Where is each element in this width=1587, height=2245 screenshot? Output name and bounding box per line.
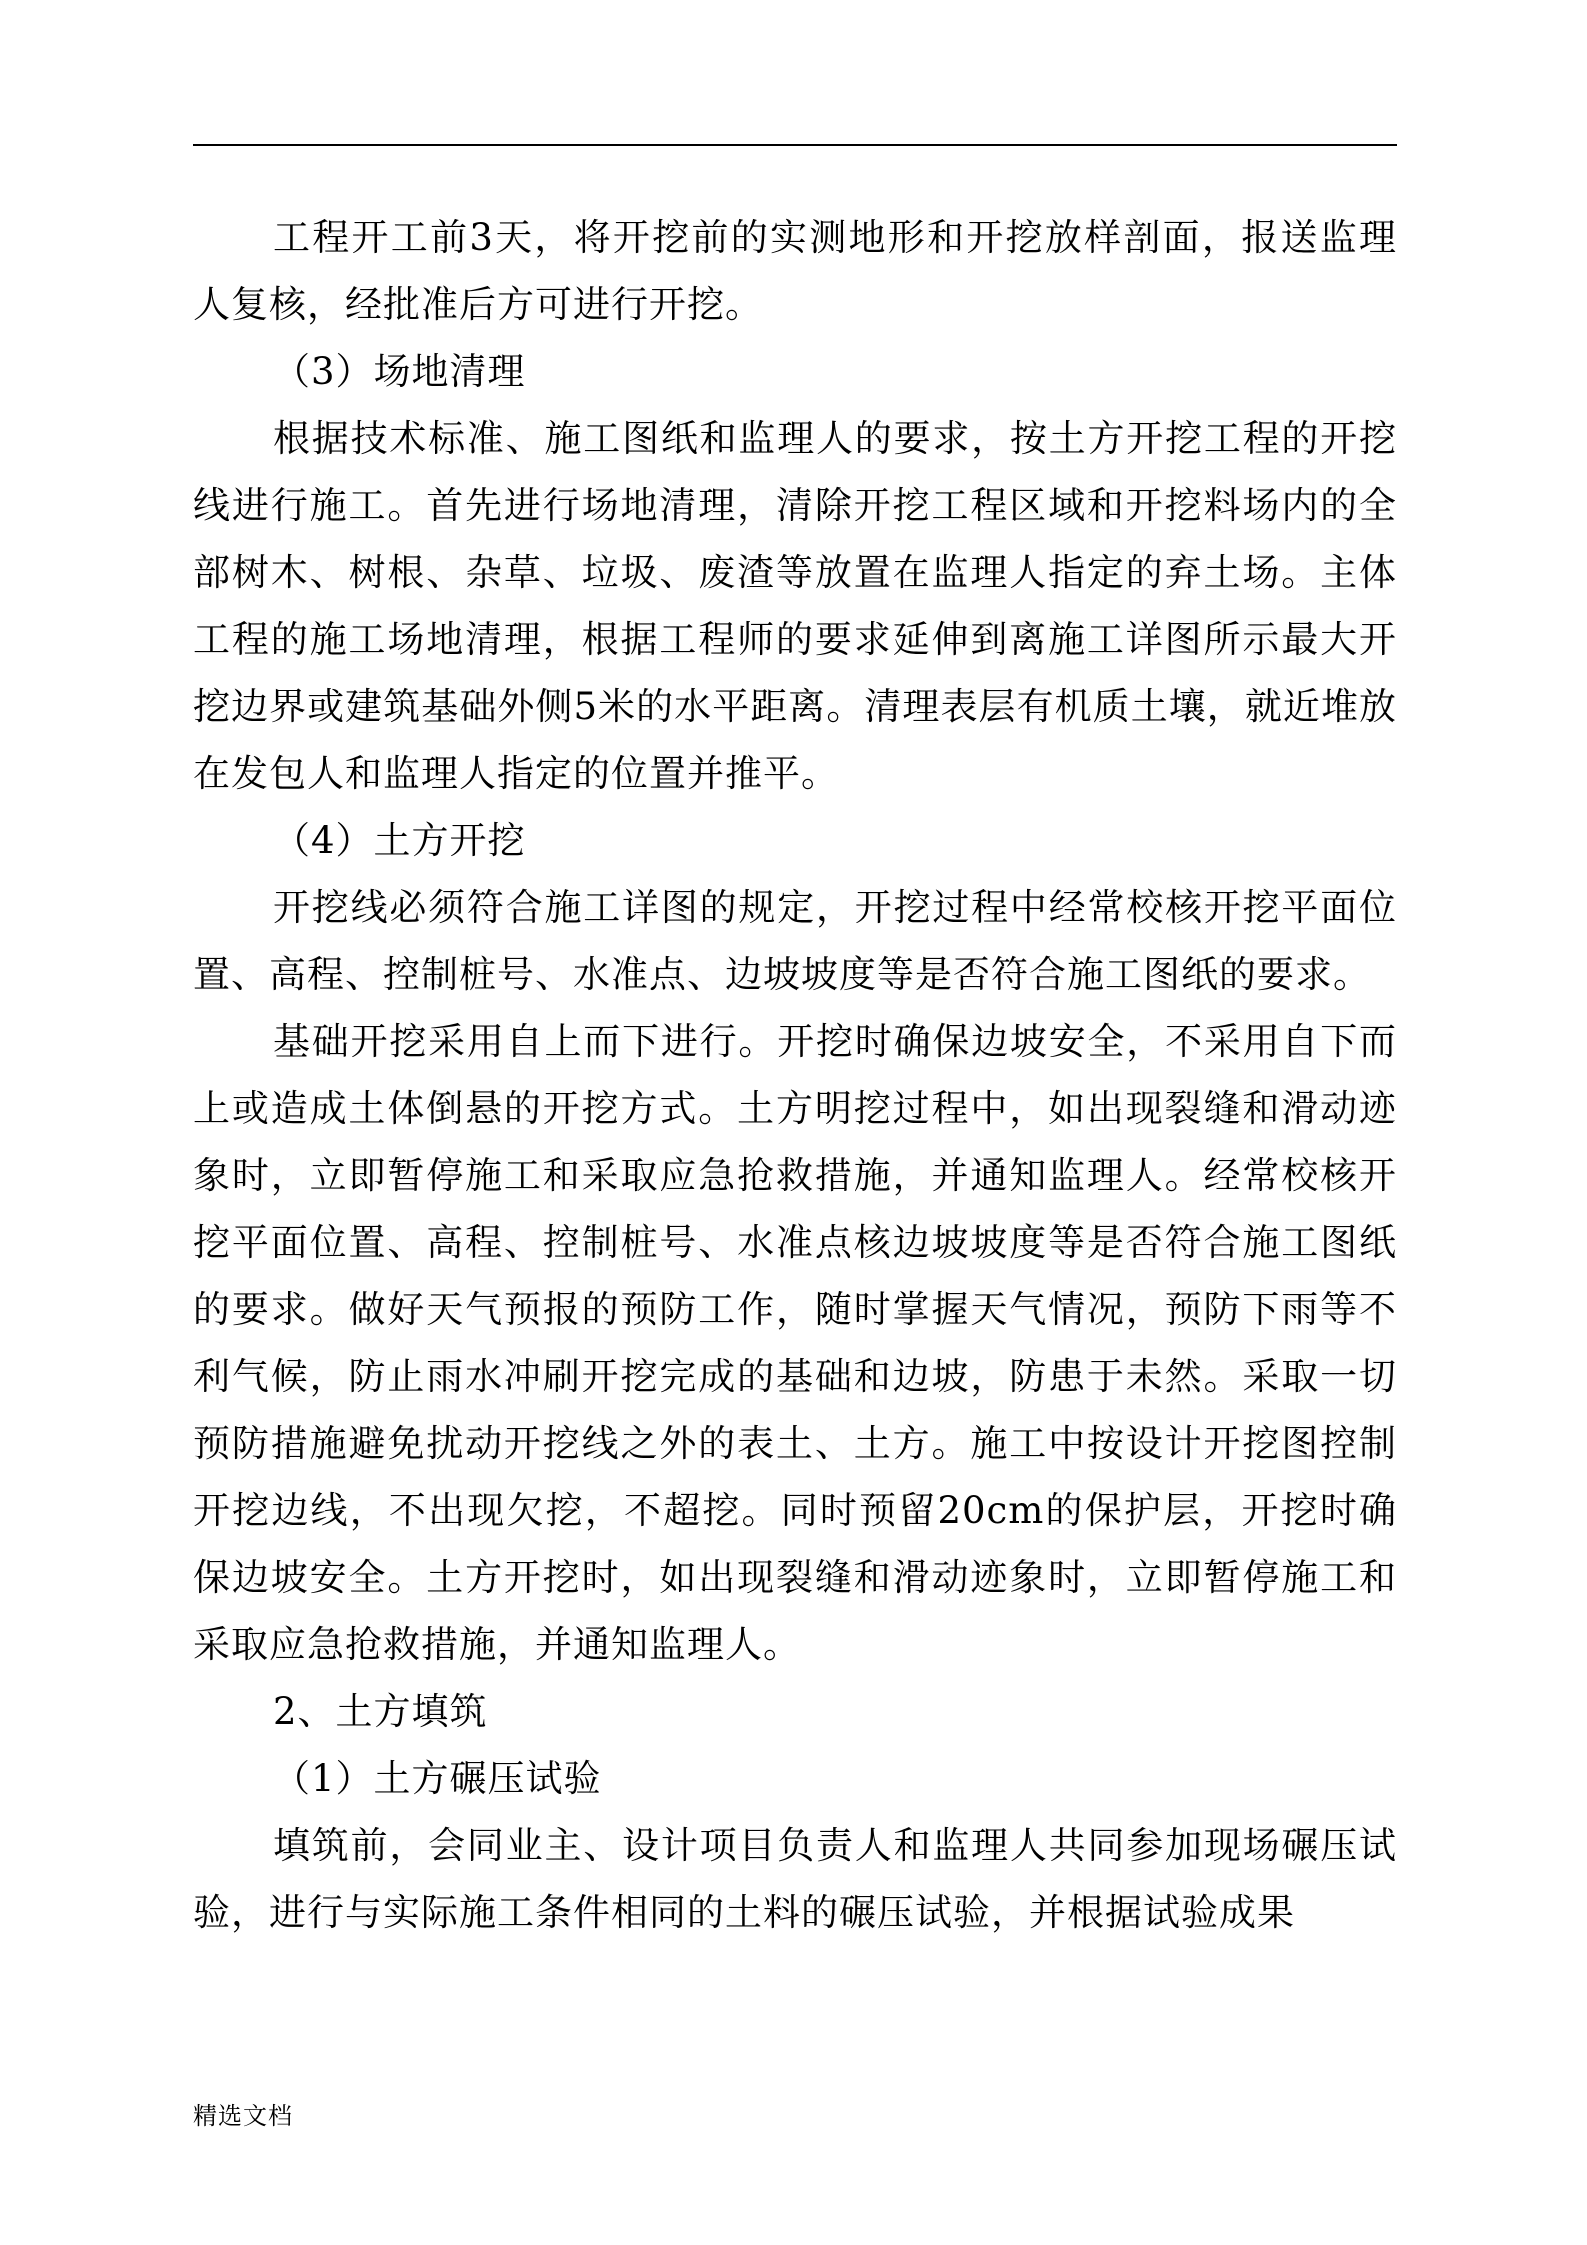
document-body [193, 204, 1397, 1946]
heading-site-clearing: （3）场地清理 [273, 350, 526, 393]
heading-compaction-test: （1）土方碾压试验 [273, 1757, 602, 1800]
paragraph-site-clearing: 根据技术标准、施工图纸和监理人的要求，按土方开挖工程的开挖线进行施工。首先进行场地清理，清除开挖工程区域和开挖料场内的全部树木、树根、杂草、垃圾、废渣等放置在监理人指定的弃土场。主体工程的施工场地清理，根据工程师的要求延伸到离施工详图所示最大开挖边界或建筑基础外侧5米的水平距离。清理表层有机质土壤，就近堆放在发包人和监理人指定的位置并推平。 [193, 417, 1397, 795]
heading-earth-excavation: （4）土方开挖 [273, 819, 526, 862]
paragraph-foundation-excavation: 基础开挖采用自上而下进行。开挖时确保边坡安全，不采用自下而上或造成土体倒悬的开挖方式。土方明挖过程中，如出现裂缝和滑动迹象时，立即暂停施工和采取应急抢救措施，并通知监理人。经常校核开挖平面位置、高程、控制桩号、水准点核边坡坡度等是否符合施工图纸的要求。做好天气预报的预防工作，随时掌握天气情况，预防下雨等不利气候，防止雨水冲刷开挖完成的基础和边坡，防患于未然。采取一切预防措施避免扰动开挖线之外的表土、土方。施工中按设计开挖图控制开挖边线，不出现欠挖，不超挖。同时预留20cm的保护层，开挖时确保边坡安全。土方开挖时，如出现裂缝和滑动迹象时，立即暂停施工和采取应急抢救措施，并通知监理人。 [193, 1020, 1397, 1666]
paragraph-excavation-lines: 开挖线必须符合施工详图的规定，开挖过程中经常校核开挖平面位置、高程、控制桩号、水准点、边坡坡度等是否符合施工图纸的要求。 [193, 886, 1397, 996]
footer-label: 精选文档 [193, 2102, 293, 2130]
paragraph-compaction-test: 填筑前，会同业主、设计项目负责人和监理人共同参加现场碾压试验，进行与实际施工条件相同的土料的碾压试验，并根据试验成果 [193, 1824, 1397, 1934]
header-rule [193, 144, 1397, 146]
paragraph-survey-submission: 工程开工前3天，将开挖前的实测地形和开挖放样剖面，报送监理人复核，经批准后方可进行开挖。 [193, 216, 1397, 326]
heading-earth-filling: 2、土方填筑 [273, 1690, 488, 1733]
